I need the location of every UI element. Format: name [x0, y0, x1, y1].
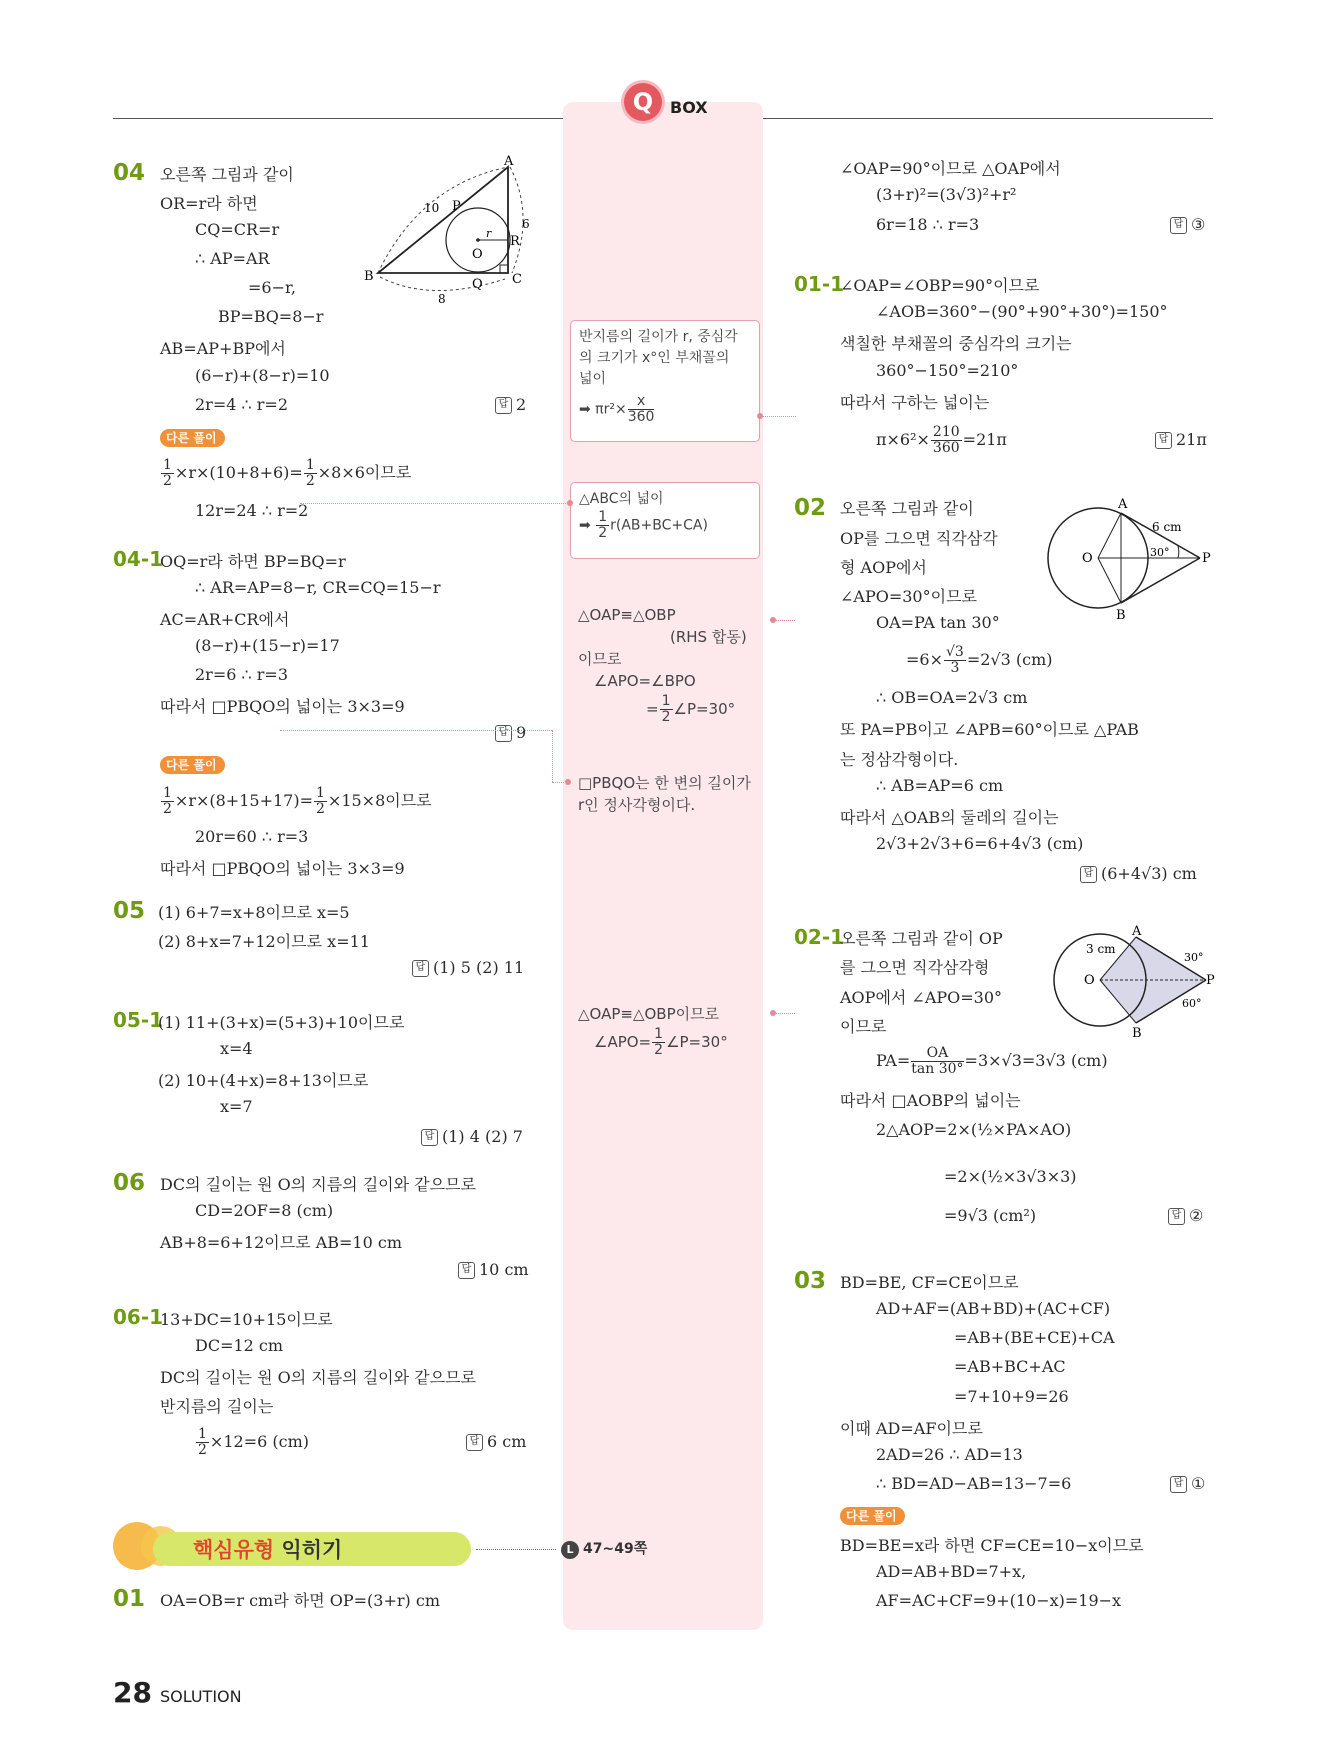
p04-triangle — [378, 167, 508, 273]
p051-answer-value: (1) 4 (2) 7 — [442, 1127, 523, 1146]
section-banner — [113, 1522, 648, 1574]
p06-line2: CD=2OF=8 (cm) — [195, 1201, 334, 1220]
p02-line7: ∴ OB=OA=2√3 cm — [876, 688, 1028, 707]
p02-line8: 또 PA=PB이고 ∠APB=60°이므로 △PAB — [840, 720, 1139, 739]
qbox-connector — [300, 503, 570, 504]
p04-line6: BP=BQ=8−r — [218, 307, 324, 326]
p041-alt-line1-b: ×15×8이므로 — [327, 791, 432, 810]
p03-alt-line1: BD=BE=x라 하면 CF=CE=10−x이므로 — [840, 1536, 1144, 1555]
p041-alt-line1 — [160, 786, 432, 817]
page-footer — [113, 1676, 242, 1709]
p04-label-c: C — [512, 272, 522, 287]
p03-line3: =AB+(BE+CE)+CA — [954, 1328, 1115, 1347]
p02-label-6cm: 6 cm — [1152, 520, 1182, 534]
qbox-note-triangle-l2-text: r(AB+BC+CA) — [610, 517, 708, 534]
p04-answer — [495, 395, 526, 414]
p011-line5: 따라서 구하는 넓이는 — [840, 393, 990, 412]
qbox-q-icon: Q — [624, 83, 662, 121]
p03-line7: 2AD=26 ∴ AD=13 — [876, 1445, 1023, 1464]
p021-label-60deg: 60° — [1182, 997, 1202, 1010]
p041-answer — [495, 723, 526, 742]
qbox-label: BOX — [670, 97, 708, 117]
p04-line9: 2r=4 ∴ r=2 — [195, 395, 288, 414]
p01-line1: OA=OB=r cm라 하면 OP=(3+r) cm — [160, 1591, 440, 1610]
p04-line2: OR=r라 하면 — [160, 194, 258, 213]
p04-label-radius: r — [486, 227, 492, 240]
qbox-header — [624, 82, 708, 122]
p061-answer — [466, 1432, 526, 1451]
qbox-note-triangle-l2 — [579, 510, 751, 541]
qbox-note-congruent2-l2-b: ∠P=30° — [666, 1033, 728, 1051]
p061-line2: DC=12 cm — [195, 1336, 284, 1355]
p04-arc-bc — [380, 277, 505, 291]
p021-label-o: O — [1084, 973, 1095, 988]
qbox-note-congruent-l5-text: ∠P=30° — [673, 700, 736, 718]
fraction-half: $\frac{1}{2}$ — [654, 1026, 664, 1058]
p04-line7: AB=AP+BP에서 — [160, 339, 286, 358]
answer-icon: 답 — [1080, 866, 1097, 883]
p03-line2: AD+AF=(AB+BD)+(AC+CF) — [876, 1299, 1111, 1318]
banner-title — [193, 1534, 342, 1564]
answer-icon: 답 — [1170, 217, 1187, 234]
p02-line9: 는 정삼각형이다. — [840, 750, 959, 769]
p051-line3: (2) 10+(4+x)=8+13이므로 — [158, 1071, 369, 1090]
p021-line6: 따라서 □AOBP의 넓이는 — [840, 1091, 1021, 1110]
p051-line1: (1) 11+(3+x)=(5+3)+10이므로 — [158, 1013, 405, 1032]
p021-line9: =9√3 (cm²) — [944, 1206, 1037, 1225]
p04-alt-line1-b: ×8×6이므로 — [317, 463, 412, 482]
qbox-note-congruent-l4: ∠APO=∠BPO — [594, 672, 696, 690]
p02-line6-b: =2√3 (cm) — [966, 650, 1053, 669]
qbox-connector-dot — [565, 779, 571, 785]
banner-title-a: 핵심유형 — [193, 1538, 282, 1562]
p02-circle-figure — [1040, 495, 1215, 623]
problem-number-02-1: 02-1 — [794, 925, 845, 949]
qbox-connector-dot — [757, 413, 763, 419]
p02-line5: OA=PA tan 30° — [876, 613, 1000, 632]
qbox-note-square — [578, 772, 760, 816]
p061-line1: 13+DC=10+15이므로 — [160, 1310, 333, 1329]
p021-line7: 2△AOP=2×(½×PA×AO) — [876, 1120, 1072, 1139]
p021-circle-figure — [1050, 925, 1215, 1040]
p06-answer-value: 10 cm — [479, 1260, 529, 1279]
p021-line8: =2×(½×3√3×3) — [944, 1167, 1077, 1186]
p02-label-o: O — [1082, 551, 1093, 566]
banner-title-b: 익히기 — [281, 1538, 343, 1562]
qbox-connector — [552, 730, 553, 782]
p03-answer-value: ① — [1191, 1474, 1206, 1493]
p04-label-o: O — [472, 247, 483, 262]
p021-label-b: B — [1132, 1026, 1142, 1041]
p03-alt-line2: AD=AB+BD=7+x, — [876, 1562, 1027, 1581]
p011-line6-a: π×6²× — [876, 430, 930, 449]
qbox-note-sector-l4 — [579, 394, 751, 425]
p02-line1: 오른쪽 그림과 같이 — [840, 499, 974, 518]
p061-line5 — [195, 1427, 309, 1458]
footer-label: SOLUTION — [159, 1687, 242, 1706]
p041-line2: ∴ AR=AP=8−r, CR=CQ=15−r — [195, 578, 441, 597]
qbox-connector-dot — [567, 500, 573, 506]
p051-line2: x=4 — [220, 1039, 253, 1058]
p051-line4: x=7 — [220, 1097, 253, 1116]
p04-alt-badge: 다른 풀이 — [160, 429, 225, 447]
p04-line5: =6−r, — [248, 278, 296, 297]
p021-line5-b: =3×√3=3√3 (cm) — [964, 1051, 1108, 1070]
problem-number-04-1: 04-1 — [113, 547, 164, 571]
page-number: 28 — [113, 1676, 152, 1709]
p021-line1: 오른쪽 그림과 같이 OP — [840, 929, 1003, 948]
problem-number-06-1: 06-1 — [113, 1305, 164, 1329]
p04-alt-line1-a: ×r×(10+8+6)= — [174, 463, 303, 482]
p021-line5 — [876, 1046, 1108, 1077]
p041-alt-line1-a: ×r×(8+15+17)= — [174, 791, 313, 810]
p02-label-b: B — [1116, 608, 1126, 623]
fraction-sqrt3-3: $\frac{√3}{3}$ — [946, 644, 964, 676]
p04-right-angle — [500, 265, 508, 273]
p041-line3: AC=AR+CR에서 — [160, 610, 290, 629]
qbox-note-triangle-l1: △ABC의 넓이 — [579, 491, 664, 507]
p02-radius-ob — [1098, 558, 1121, 603]
qbox-note-congruent-l5 — [578, 694, 758, 725]
p04-alt-line2: 12r=24 ∴ r=2 — [195, 501, 309, 520]
p041-alt-badge: 다른 풀이 — [160, 756, 225, 774]
p02-line2: OP를 그으면 직각삼각 — [840, 529, 998, 548]
p04-center-dot — [476, 238, 480, 242]
qbox-note-sector-l4-text: ➡ πr²× — [579, 401, 627, 418]
p02-line12: 2√3+2√3+6=6+4√3 (cm) — [876, 834, 1084, 853]
p061-line4: 반지름의 길이는 — [160, 1397, 274, 1416]
p06-line3: AB+8=6+12이므로 AB=10 cm — [160, 1233, 403, 1252]
answer-icon: 답 — [466, 1434, 483, 1451]
qbox-connector — [280, 730, 552, 731]
p021-line4: 이므로 — [840, 1017, 887, 1036]
qbox-note-triangle-area — [570, 482, 760, 559]
fraction-half: $\frac{1}{2}$ — [598, 509, 608, 541]
p021-label-p: P — [1206, 973, 1215, 988]
problem-number-01: 01 — [113, 1586, 146, 1612]
answer-icon: 답 — [421, 1129, 438, 1146]
qbox-note-sector — [570, 320, 760, 442]
p02-line6 — [906, 645, 1053, 676]
p041-alt-line3: 따라서 □PBQO의 넓이는 3×3=9 — [160, 859, 405, 878]
p021-answer — [1168, 1206, 1203, 1225]
fraction-210-360: $\frac{210}{360}$ — [932, 424, 960, 456]
problem-number-03: 03 — [794, 1268, 827, 1294]
qbox-note-congruent-eq: = — [646, 700, 659, 718]
p02-label-30deg: 30° — [1150, 546, 1170, 559]
fraction-half: $\frac{1}{2}$ — [163, 785, 172, 817]
p04-label-a: A — [504, 154, 514, 169]
p02-tangent-pb — [1121, 558, 1200, 603]
p04-label-q: Q — [472, 277, 483, 292]
qbox-note-congruent — [578, 604, 758, 725]
p01c-line2: (3+r)²=(3√3)²+r² — [876, 185, 1017, 204]
p06-line1: DC의 길이는 원 O의 지름의 길이와 같으므로 — [160, 1175, 476, 1194]
p04-line1: 오른쪽 그림과 같이 — [160, 165, 294, 184]
p041-alt-line2: 20r=60 ∴ r=3 — [195, 827, 309, 846]
fraction-half: $\frac{1}{2}$ — [661, 693, 671, 725]
p011-line2: ∠AOB=360°−(90°+90°+30°)=150° — [876, 302, 1168, 321]
lesson-icon: L — [561, 1541, 579, 1559]
p02-line3: 형 AOP에서 — [840, 558, 927, 577]
p03-answer — [1170, 1474, 1205, 1493]
p021-line3: AOP에서 ∠APO=30° — [840, 988, 1003, 1007]
problem-number-05-1: 05-1 — [113, 1008, 164, 1032]
fraction-half: $\frac{1}{2}$ — [163, 457, 172, 489]
qbox-note-congruent-l2: (RHS 합동) — [670, 628, 747, 646]
p011-line6 — [876, 425, 1007, 456]
p041-line6: 따라서 □PBQO의 넓이는 3×3=9 — [160, 697, 405, 716]
header-rule-right — [762, 118, 1213, 119]
banner-page-ref — [561, 1538, 647, 1559]
p061-answer-value: 6 cm — [487, 1432, 527, 1451]
qbox-connector-dot — [770, 617, 776, 623]
p04-triangle-figure — [360, 154, 535, 306]
problem-number-04: 04 — [113, 160, 146, 186]
qbox-note-square-l2: r인 정사각형이다. — [578, 796, 696, 814]
qbox-note-triangle-arrow: ➡ — [579, 517, 596, 534]
p01c-answer — [1170, 215, 1205, 234]
banner-page-value: 47~49쪽 — [583, 1541, 648, 1557]
p04-answer-value: 2 — [516, 395, 527, 414]
qbox-note-congruent2-l1: △OAP≡△OBP이므로 — [578, 1005, 720, 1023]
fraction-oa-tan30: $\frac{OA}{\tan 30^\circ}$ — [911, 1045, 964, 1077]
answer-icon: 답 — [412, 960, 429, 977]
p05-line1: (1) 6+7=x+8이므로 x=5 — [158, 903, 350, 922]
fraction-half: $\frac{1}{2}$ — [198, 1426, 207, 1458]
p02-radius-oa — [1098, 513, 1121, 558]
p011-line6-b: =21π — [962, 430, 1007, 449]
qbox-note-sector-l1: 반지름의 길이가 r, 중심각 — [579, 329, 738, 345]
p04-label-8: 8 — [438, 292, 446, 306]
problem-number-02: 02 — [794, 495, 827, 521]
p021-label-a: A — [1132, 924, 1142, 939]
p04-label-10: 10 — [424, 201, 440, 215]
p021-answer-value: ② — [1189, 1206, 1204, 1225]
p021-line2: 를 그으면 직각삼각형 — [840, 958, 990, 977]
problem-number-06: 06 — [113, 1170, 146, 1196]
p04-line3: CQ=CR=r — [195, 220, 280, 239]
p041-answer-value: 9 — [516, 723, 527, 742]
p06-answer — [458, 1260, 529, 1279]
p03-alt-line3: AF=AC+CF=9+(10−x)=19−x — [876, 1591, 1122, 1610]
p05-answer-value: (1) 5 (2) 11 — [433, 958, 525, 977]
problem-number-01-1: 01-1 — [794, 272, 845, 296]
p02-line6-a: =6× — [906, 650, 943, 669]
banner-leader-dots — [476, 1549, 556, 1550]
p021-line5-a: PA= — [876, 1051, 911, 1070]
p04-line8: (6−r)+(8−r)=10 — [195, 366, 330, 385]
p01c-line1: ∠OAP=90°이므로 △OAP에서 — [840, 159, 1061, 178]
p02-label-p: P — [1202, 551, 1211, 566]
qbox-connector — [773, 620, 795, 621]
p011-answer-value: 21π — [1176, 430, 1207, 449]
p04-alt-line1 — [160, 458, 411, 489]
p02-angle-arc — [1178, 546, 1179, 558]
qbox-note-congruent-l1: △OAP≡△OBP — [578, 606, 676, 624]
p061-line3: DC의 길이는 원 O의 지름의 길이와 같으므로 — [160, 1368, 476, 1387]
p04-label-p: P — [452, 199, 461, 214]
p011-line1: ∠OAP=∠OBP=90°이므로 — [840, 276, 1040, 295]
problem-number-05: 05 — [113, 898, 146, 924]
qbox-note-sector-l2: 의 크기가 x°인 부채꼴의 — [579, 350, 730, 366]
answer-icon: 답 — [495, 725, 512, 742]
p02-line10: ∴ AB=AP=6 cm — [876, 776, 1004, 795]
p02-answer — [1080, 864, 1197, 883]
header-rule-left — [113, 118, 563, 119]
qbox-connector — [773, 1013, 795, 1014]
qbox-note-congruent2-l2-a: ∠APO= — [594, 1033, 652, 1051]
p02-answer-value: (6+4√3) cm — [1101, 864, 1197, 883]
p03-line8: ∴ BD=AD−AB=13−7=6 — [876, 1474, 1072, 1493]
p02-line4: ∠APO=30°이므로 — [840, 587, 977, 606]
p03-line6: 이때 AD=AF이므로 — [840, 1419, 983, 1438]
p04-label-6: 6 — [522, 217, 530, 231]
p02-label-a: A — [1118, 497, 1128, 512]
qbox-note-congruent2-l2 — [578, 1027, 760, 1058]
p041-line1: OQ=r라 하면 BP=BQ=r — [160, 552, 346, 571]
p011-line3: 색칠한 부채꼴의 중심각의 크기는 — [840, 334, 1072, 353]
p03-line5: =7+10+9=26 — [954, 1387, 1069, 1406]
p041-line5: 2r=6 ∴ r=3 — [195, 665, 288, 684]
p021-label-30deg: 30° — [1184, 951, 1204, 964]
answer-icon: 답 — [1170, 1476, 1187, 1493]
qbox-connector-dot — [770, 1010, 776, 1016]
qbox-note-sector-l3: 넓이 — [579, 371, 607, 387]
fraction-half: $\frac{1}{2}$ — [305, 457, 315, 489]
p04-label-b: B — [364, 269, 374, 284]
answer-icon: 답 — [495, 397, 512, 414]
p03-line4: =AB+BC+AC — [954, 1357, 1066, 1376]
answer-icon: 답 — [458, 1262, 475, 1279]
p011-answer — [1155, 430, 1207, 449]
p061-line5-text: ×12=6 (cm) — [209, 1432, 309, 1451]
fraction-x-360: $\frac{x}{360}$ — [627, 393, 655, 425]
p02-line11: 따라서 △OAB의 둘레의 길이는 — [840, 808, 1059, 827]
p04-line4: ∴ AP=AR — [195, 249, 270, 268]
qbox-connector — [760, 416, 796, 417]
p01c-line3: 6r=18 ∴ r=3 — [876, 215, 980, 234]
p05-answer — [412, 958, 524, 977]
p011-line4: 360°−150°=210° — [876, 361, 1019, 380]
answer-icon: 답 — [1168, 1208, 1185, 1225]
p041-line4: (8−r)+(15−r)=17 — [195, 636, 340, 655]
fraction-half: $\frac{1}{2}$ — [315, 785, 325, 817]
p021-label-3cm: 3 cm — [1086, 942, 1116, 956]
p03-alt-badge: 다른 풀이 — [840, 1507, 905, 1525]
p01c-answer-value: ③ — [1191, 215, 1206, 234]
answer-icon: 답 — [1155, 432, 1172, 449]
qbox-note-square-l1: □PBQO는 한 변의 길이가 — [578, 774, 751, 792]
p03-line1: BD=BE, CF=CE이므로 — [840, 1273, 1019, 1292]
qbox-note-congruent2 — [578, 1003, 760, 1058]
p051-answer — [421, 1127, 523, 1146]
p04-label-r: R — [510, 234, 520, 249]
qbox-note-congruent-l3: 이므로 — [578, 650, 622, 668]
p05-line2: (2) 8+x=7+12이므로 x=11 — [158, 932, 370, 951]
